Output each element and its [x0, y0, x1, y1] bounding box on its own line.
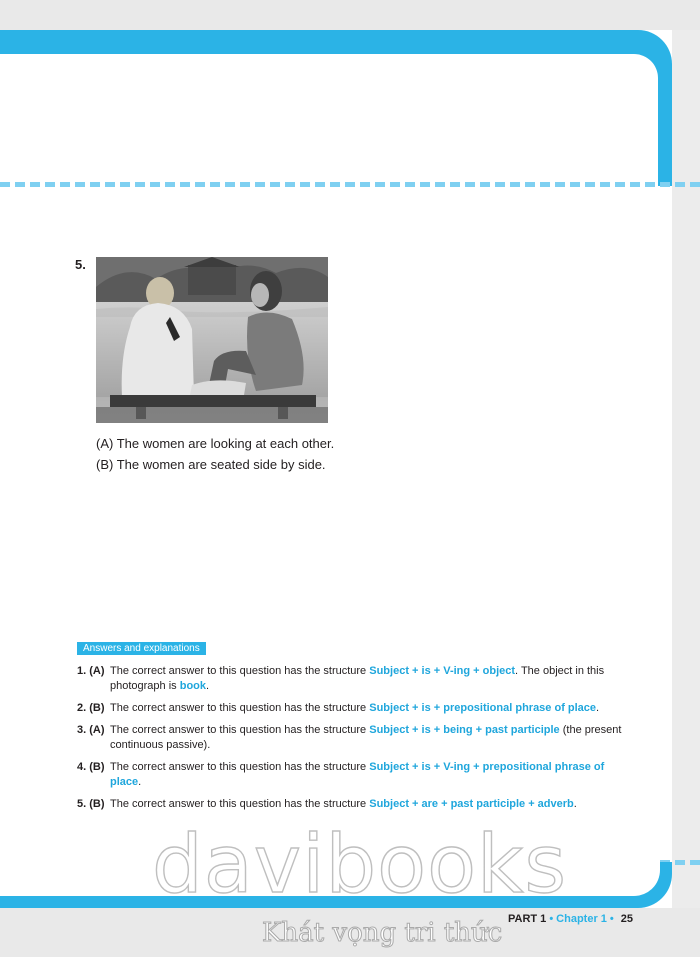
answer-structure: Subject + is + V-ing + prepositional phrase of place [110, 761, 605, 788]
answer-item [77, 797, 637, 812]
watermark-slogan: Khát vọng tri thức [262, 918, 503, 948]
answer-code: 5. (B) [77, 798, 105, 810]
women-on-bench-photo [96, 257, 328, 423]
page-footer [508, 913, 633, 925]
answer-code: 2. (B) [77, 702, 105, 714]
footer-part: PART 1 [508, 913, 547, 925]
answer-code: 3. (A) [77, 724, 105, 736]
option-b: (B) The women are seated side by side. [96, 457, 326, 472]
answer-text: The correct answer to this question has the structure [110, 724, 370, 736]
answer-structure: Subject + is + prepositional phrase of place [369, 702, 597, 714]
answer-structure: Subject + are + past participle + adverb [369, 798, 574, 810]
footer-chapter: Chapter 1 [556, 913, 607, 925]
answer-text: The correct answer to this question has the structure [110, 798, 370, 810]
answer-text: . [206, 680, 210, 692]
answer-code: 1. (A) [77, 665, 105, 677]
answer-text: . [573, 798, 577, 810]
watermark-brand: davibooks [152, 818, 568, 911]
answer-item [77, 664, 637, 694]
footer-bullet-2: • [609, 913, 614, 925]
answer-text: The correct answer to this question has the structure [110, 665, 370, 677]
answer-text: . The object in this photograph is [110, 665, 605, 692]
answer-text: . [138, 776, 142, 788]
top-dashed-divider [0, 182, 700, 187]
answer-structure: Subject + is + being + past participle [369, 724, 560, 736]
option-a: (A) The women are looking at each other. [96, 436, 335, 451]
answers-list [77, 664, 637, 819]
top-margin-band [0, 0, 700, 30]
footer-bullet-1: • [549, 913, 554, 925]
answer-structure: Subject + is + V-ing + object [369, 665, 516, 677]
answers-heading: Answers and explanations [77, 642, 206, 655]
answer-text: The correct answer to this question has the structure [110, 702, 370, 714]
top-frame-inner [0, 54, 658, 194]
answer-item [77, 723, 637, 753]
answer-options [96, 433, 334, 475]
answer-text: (the present continuous passive). [110, 724, 622, 751]
answer-item [77, 760, 637, 790]
answer-text: . [596, 702, 600, 714]
question-number: 5. [75, 257, 86, 272]
right-margin-strip [672, 30, 700, 957]
answer-text: The correct answer to this question has the structure [110, 761, 370, 773]
answer-code: 4. (B) [77, 761, 105, 773]
answer-item [77, 701, 637, 716]
page-number: 25 [620, 913, 634, 925]
question-photo [96, 257, 328, 423]
answer-structure: book [179, 680, 206, 692]
